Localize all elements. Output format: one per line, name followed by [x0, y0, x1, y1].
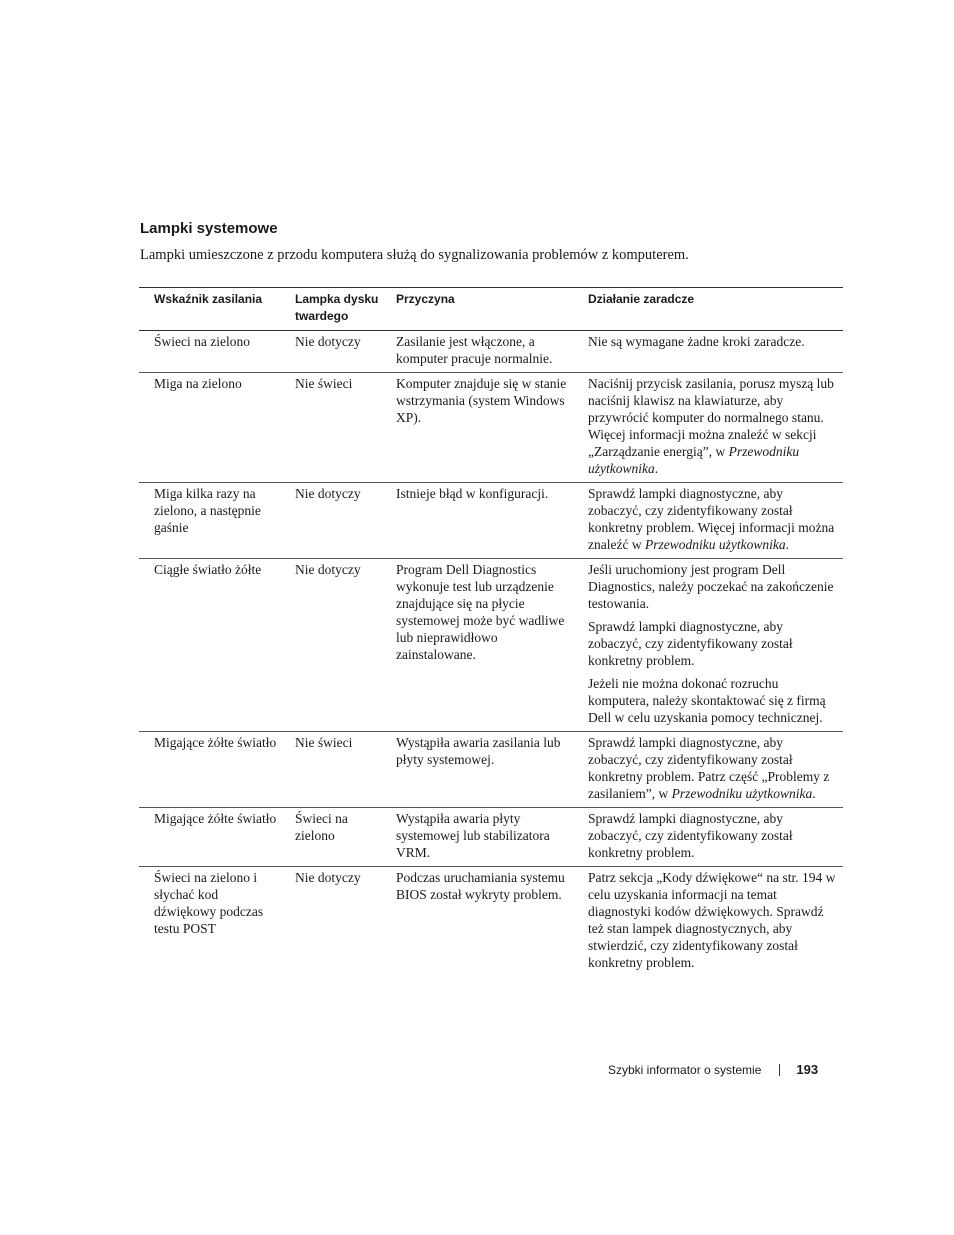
header-cause: Przyczyna: [390, 288, 582, 331]
table-row: [139, 732, 843, 808]
action-paragraph: [588, 810, 837, 861]
action-paragraph: [588, 675, 837, 726]
table-row: [139, 867, 843, 977]
action-text-tail: .: [654, 461, 659, 476]
action-text: Jeżeli nie można dokonać rozruchu komputera, należy skontaktować się z firmą Dell w celu uzyskania pomocy technicznej.: [588, 676, 826, 725]
page-footer: [608, 1062, 818, 1077]
cell-power-light: Świeci na zielono i słychać kod dźwiękowy podczas testu POST: [154, 870, 264, 936]
action-paragraph: [588, 734, 837, 802]
cell-hdd-light: Nie świeci: [289, 732, 390, 808]
action-text: Naciśnij przycisk zasilania, porusz myszą lub naciśnij klawisz na klawiaturze, aby przywrócić komputer do normalnego stanu. Więcej informacji można znaleźć w sekcji „Zarządzanie energią”, w: [588, 376, 834, 459]
table-row: [139, 483, 843, 559]
action-paragraph: [588, 333, 837, 350]
cell-cause: Zasilanie jest włączone, a komputer pracuje normalnie.: [390, 331, 582, 373]
user-guide-reference: Przewodniku użytkownika: [644, 537, 786, 552]
cell-action: [582, 559, 843, 732]
action-text: Sprawdź lampki diagnostyczne, aby zobaczyć, czy zidentyfikowany został konkretny problem.: [588, 619, 793, 668]
page-number: 193: [796, 1062, 819, 1077]
cell-hdd-light: Świeci na zielono: [289, 808, 390, 867]
header-hdd-light: Lampka dysku twardego: [289, 288, 390, 331]
cell-hdd-light: Nie dotyczy: [295, 870, 361, 885]
table-row: [139, 559, 843, 732]
cell-action: [582, 867, 843, 977]
action-paragraph: [588, 485, 837, 553]
action-paragraph: [588, 561, 837, 612]
action-text: Sprawdź lampki diagnostyczne, aby zobaczyć, czy zidentyfikowany został konkretny problem. Więcej informacji można znaleźć w: [588, 486, 835, 552]
action-text-tail: .: [812, 786, 816, 801]
header-action: Działanie zaradcze: [582, 288, 843, 331]
action-text: Nie są wymagane żadne kroki zaradcze.: [588, 334, 805, 349]
intro-paragraph: Lampki umieszczone z przodu komputera służą do sygnalizowania problemów z komputerem.: [140, 247, 689, 263]
action-text: Jeśli uruchomiony jest program Dell Diagnostics, należy poczekać na zakończenie testowania.: [588, 562, 834, 611]
header-power-light: Wskaźnik zasilania: [139, 288, 289, 331]
user-guide-reference: Przewodniku użytkownika: [588, 444, 800, 476]
cell-action: [582, 373, 843, 483]
footer-separator: [779, 1064, 780, 1076]
footer-label: Szybki informator o systemie: [608, 1063, 762, 1077]
action-text-tail: .: [785, 537, 789, 552]
cell-power-light: Miga na zielono: [139, 373, 289, 483]
table-row: [139, 331, 843, 373]
cell-cause: Wystąpiła awaria zasilania lub płyty systemowej.: [390, 732, 582, 808]
cell-hdd-light: Nie dotyczy: [289, 483, 390, 559]
action-text: Sprawdź lampki diagnostyczne, aby zobaczyć, czy zidentyfikowany został konkretny problem. Patrz część „Problemy z zasilaniem”, w: [588, 735, 830, 801]
cell-cause: Program Dell Diagnostics wykonuje test lub urządzenie znajdujące się na płycie systemowej może być wadliwe lub nieprawidłowo zainstalowane.: [390, 559, 582, 732]
cell-hdd-light: Nie dotyczy: [289, 559, 390, 732]
cell-power-light: Ciągłe światło żółte: [139, 559, 289, 732]
cell-cause: Komputer znajduje się w stanie wstrzymania (system Windows XP).: [390, 373, 582, 483]
system-lights-table: [139, 287, 843, 976]
action-text: Sprawdź lampki diagnostyczne, aby zobaczyć, czy zidentyfikowany został konkretny problem.: [588, 811, 793, 860]
action-text: Patrz sekcja „Kody dźwiękowe“ na str. 194 w celu uzyskania informacji na temat diagnostyki kodów dźwiękowych. Sprawdź też stan lampek diagnostycznych, aby stwierdzić, czy zidentyfikowany został konkretny problem.: [588, 870, 836, 970]
cell-action: [582, 331, 843, 373]
action-paragraph: [588, 375, 837, 477]
cell-hdd-light: Nie dotyczy: [289, 331, 390, 373]
cell-cause: Istnieje błąd w konfiguracji.: [390, 483, 582, 559]
table-row: [139, 373, 843, 483]
cell-cause: Wystąpiła awaria płyty systemowej lub stabilizatora VRM.: [390, 808, 582, 867]
cell-power-light: Migające żółte światło: [139, 732, 289, 808]
cell-hdd-light: Nie świeci: [289, 373, 390, 483]
cell-action: [582, 808, 843, 867]
table-row: [139, 808, 843, 867]
user-guide-reference: Przewodniku użytkownika: [671, 786, 813, 801]
cell-cause: Podczas uruchamiania systemu BIOS został wykryty problem.: [396, 870, 565, 902]
cell-power-light: Miga kilka razy na zielono, a następnie gaśnie: [139, 483, 289, 559]
table-header-row: [139, 288, 843, 331]
cell-power-light: Migające żółte światło: [139, 808, 289, 867]
cell-power-light: Świeci na zielono: [139, 331, 289, 373]
cell-action: [582, 483, 843, 559]
section-title: Lampki systemowe: [140, 220, 278, 237]
cell-action: [582, 732, 843, 808]
action-paragraph: [588, 869, 837, 971]
action-paragraph: [588, 618, 837, 669]
